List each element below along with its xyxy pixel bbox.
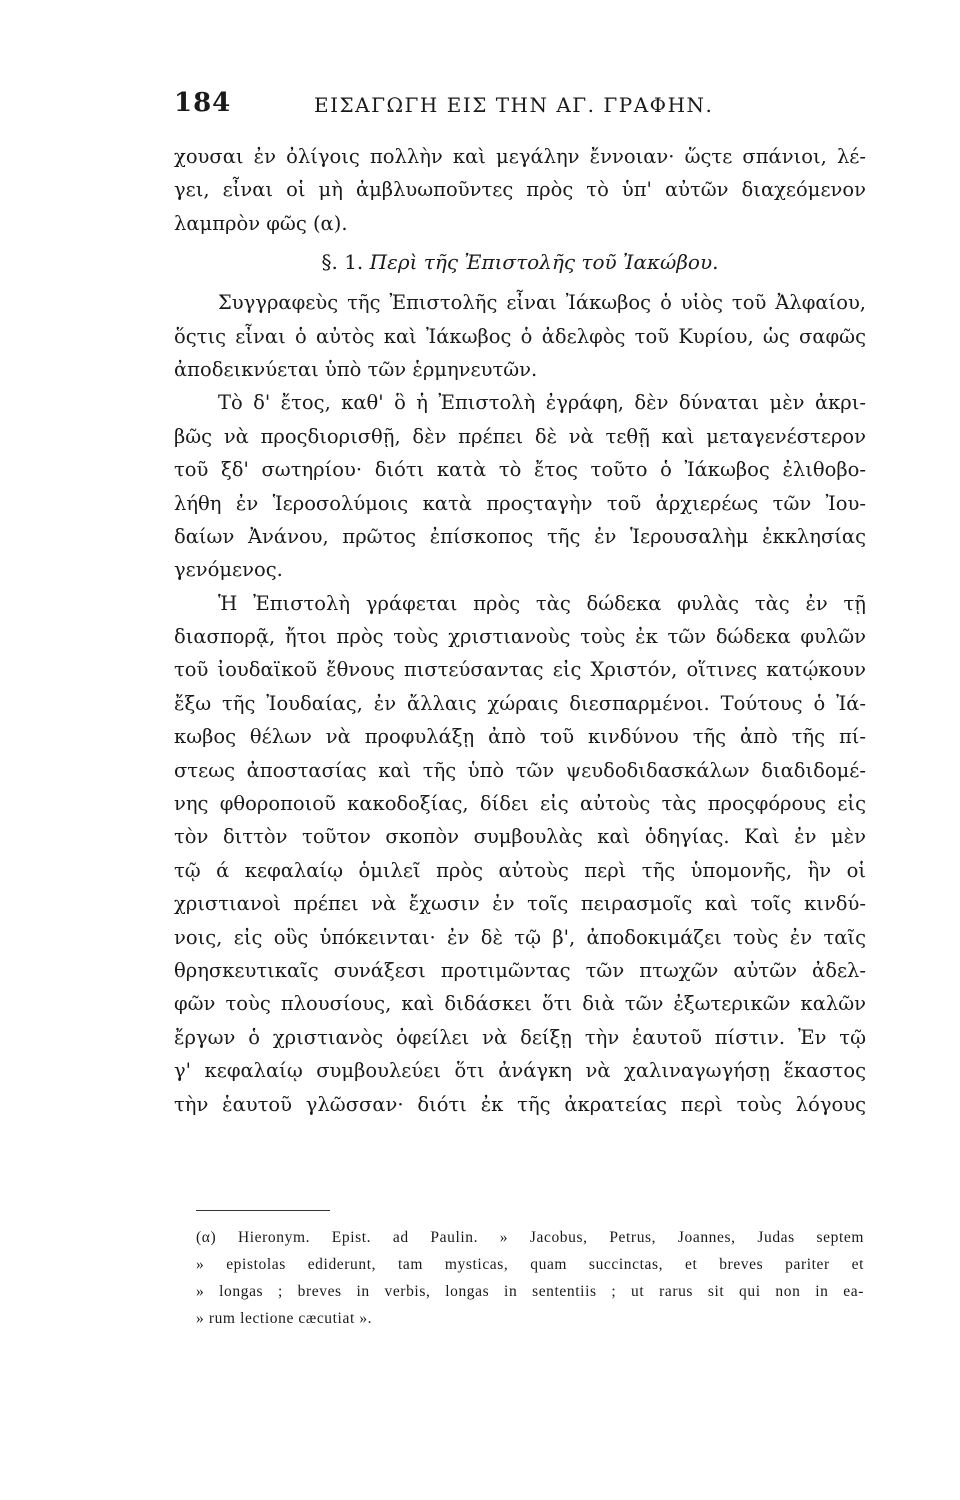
text-line: νοις, εἰς οὓς ὑπόκεινται· ἐν δὲ τῷ β', ἀποδοκιμάζει τοὺς ἐν ταῖς bbox=[174, 925, 866, 949]
footnote-line: » epistolas ediderunt, tam mysticas, quam succinctas, et breves pariter et bbox=[196, 1256, 864, 1273]
footnote-line: » rum lectione cæcutiat ». bbox=[196, 1310, 373, 1327]
text-line: τῷ ά κεφαλαίῳ ὁμιλεῖ πρὸς αὐτοὺς περὶ τῆς ὑπομονῆς, ἣν οἱ bbox=[174, 858, 866, 882]
text-line: ἔργων ὁ χριστιανὸς ὀφείλει νὰ δείξῃ τὴν ἑαυτοῦ πίστιν. Ἐν τῷ bbox=[174, 1025, 866, 1049]
text-line: φῶν τοὺς πλουσίους, καὶ διδάσκει ὅτι διὰ τῶν ἐξωτερικῶν καλῶν bbox=[174, 992, 866, 1016]
running-head bbox=[174, 88, 864, 128]
text-line: ἀποδεικνύεται ὑπὸ τῶν ἑρμηνευτῶν. bbox=[174, 357, 538, 381]
text-line: γ' κεφαλαίῳ συμβουλεύει ὅτι ἀνάγκη νὰ χαλιναγωγήσῃ ἕκαστος bbox=[174, 1059, 866, 1083]
footnotes bbox=[196, 1224, 864, 1332]
section-sign: §. 1. bbox=[321, 250, 364, 275]
running-title: ΕΙΣΑΓΩΓΗ ΕΙΣ ΤΗΝ ΑΓ. ΓΡΑΦΗΝ. bbox=[314, 93, 714, 117]
text-line: ἔξω τῆς Ἰουδαίας, ἐν ἄλλαις χώραις διεσπαρμένοι. Τούτους ὁ Ἰά- bbox=[174, 691, 866, 715]
footnote-divider bbox=[196, 1210, 330, 1211]
text-line: ὅςτις εἶναι ὁ αὐτὸς καὶ Ἰάκωβος ὁ ἀδελφὸς τοῦ Κυρίου, ὡς σαφῶς bbox=[174, 324, 866, 348]
text-line: Συγγραφεὺς τῆς Ἐπιστολῆς εἶναι Ἰάκωβος ὁ υἱὸς τοῦ Ἀλφαίου, bbox=[218, 291, 866, 315]
text-line: στεως ἀποστασίας καὶ τῆς ὑπὸ τῶν ψευδοδιδασκάλων διαδιδομέ- bbox=[174, 758, 866, 782]
footnote-line: (α) Hieronym. Epist. ad Paulin. » Jacobus, Petrus, Joannes, Judas septem bbox=[196, 1229, 864, 1246]
text-line: γενόμενος. bbox=[174, 558, 283, 582]
main-text bbox=[174, 140, 866, 1121]
text-line: χριστιανοὶ πρέπει νὰ ἔχωσιν ἐν τοῖς πειρασμοῖς καὶ τοῖς κινδύ- bbox=[174, 892, 866, 916]
text-line: χουσαι ἐν ὀλίγοις πολλὴν καὶ μεγάλην ἔννοιαν· ὥςτε σπάνιοι, λέ- bbox=[174, 145, 866, 168]
section-title: Περὶ τῆς Ἐπιστολῆς τοῦ Ἰακώβου. bbox=[369, 250, 719, 275]
text-line: δαίων Ἀνάνου, πρῶτος ἐπίσκοπος τῆς ἐν Ἱερουσαλὴμ ἐκκλησίας bbox=[174, 524, 866, 548]
section-heading bbox=[174, 242, 866, 282]
text-line: Ἡ Ἐπιστολὴ γράφεται πρὸς τὰς δώδεκα φυλὰς τὰς ἐν τῇ bbox=[218, 591, 866, 615]
text-line: τοῦ ξδ' σωτηρίου· διότι κατὰ τὸ ἔτος τοῦτο ὁ Ἰάκωβος ἐλιθοβο- bbox=[174, 458, 866, 482]
text-line: τὴν ἑαυτοῦ γλῶσσαν· διότι ἐκ τῆς ἀκρατείας περὶ τοὺς λόγους bbox=[174, 1092, 866, 1116]
text-line: λήθη ἐν Ἱεροσολύμοις κατὰ προςταγὴν τοῦ ἀρχιερέως τῶν Ἰου- bbox=[174, 491, 866, 515]
text-line: Τὸ δ' ἔτος, καθ' ὃ ἡ Ἐπιστολὴ ἐγράφη, δὲν δύναται μὲν ἀκρι- bbox=[218, 391, 866, 415]
text-line: θρησκευτικαῖς συνάξεσι προτιμῶντας τῶν πτωχῶν αὐτῶν ἀδελ- bbox=[174, 958, 866, 982]
text-line: γει, εἶναι οἱ μὴ ἀμβλυωποῦντες πρὸς τὸ ὑπ' αὐτῶν διαχεόμενον bbox=[174, 178, 866, 202]
footnote-line: » longas ; breves in verbis, longas in sententiis ; ut rarus sit qui non in ea- bbox=[196, 1283, 864, 1300]
text-line: κωβος θέλων νὰ προφυλάξῃ ἀπὸ τοῦ κινδύνου τῆς ἀπὸ τῆς πί- bbox=[174, 725, 866, 749]
text-line: τὸν διττὸν τοῦτον σκοπὸν συμβουλὰς καὶ ὁδηγίας. Καὶ ἐν μὲν bbox=[174, 825, 866, 849]
text-line: διασπορᾷ, ἤτοι πρὸς τοὺς χριστιανοὺς τοὺς ἐκ τῶν δώδεκα φυλῶν bbox=[174, 625, 866, 649]
text-line: νης φθοροποιοῦ κακοδοξίας, δίδει εἰς αὐτοὺς τὰς προςφόρους εἰς bbox=[174, 792, 866, 816]
text-line: βῶς νὰ προςδιορισθῇ, δὲν πρέπει δὲ νὰ τεθῇ καὶ μεταγενέστερον bbox=[174, 424, 866, 448]
text-line: λαμπρὸν φῶς (α). bbox=[174, 211, 348, 235]
page-number: 184 bbox=[174, 88, 232, 118]
text-line: τοῦ ἰουδαϊκοῦ ἔθνους πιστεύσαντας εἰς Χριστόν, οἵτινες κατῴκουν bbox=[174, 658, 866, 682]
